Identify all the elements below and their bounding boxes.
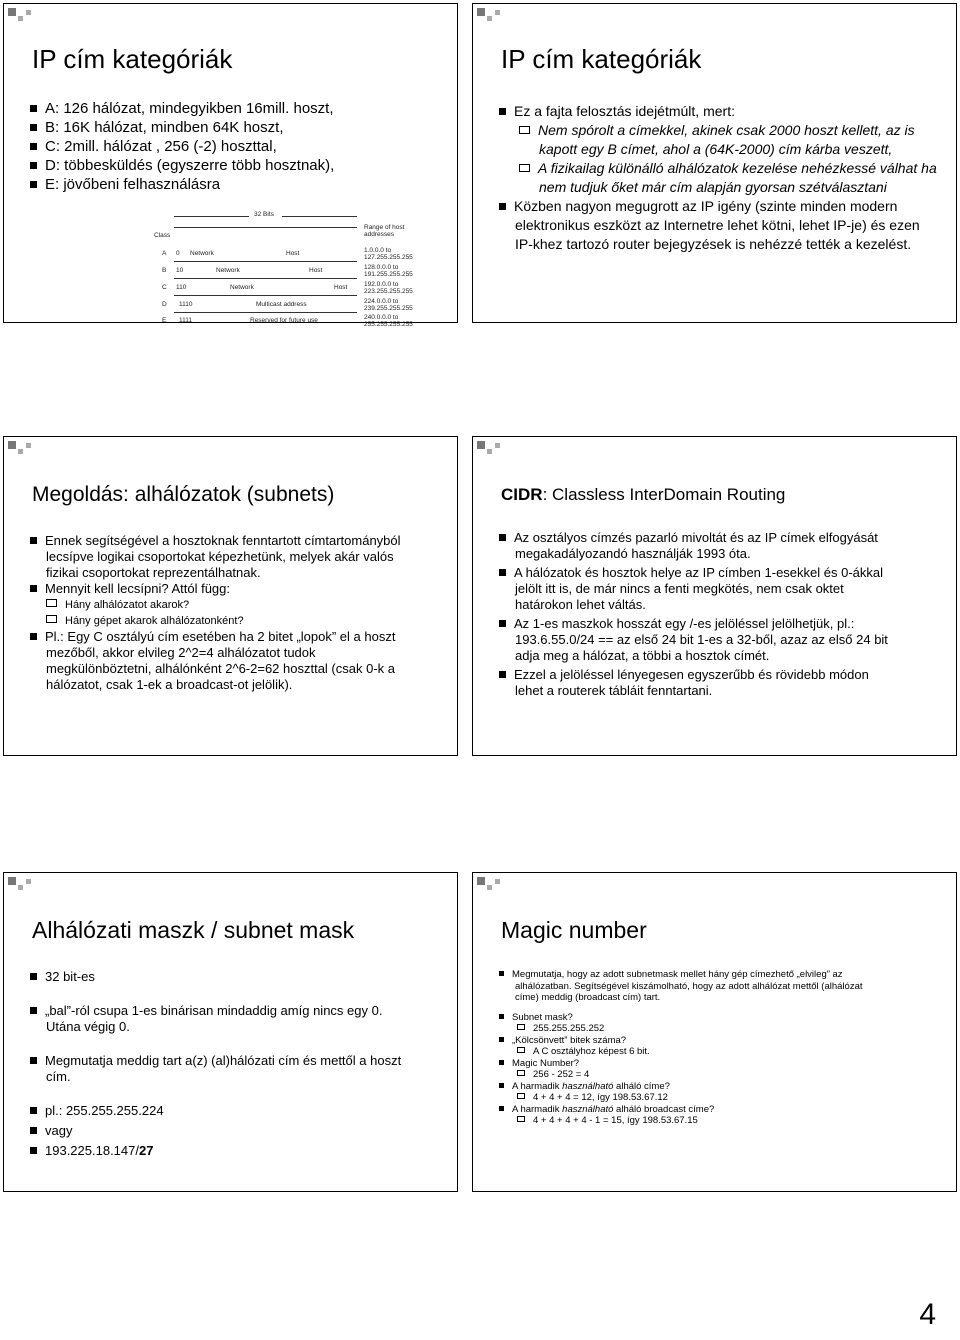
corner-decoration bbox=[4, 873, 42, 901]
sub-bullet-item: Hány alhálózatot akarok? bbox=[30, 597, 410, 613]
sub-bullet-item: Nem spórolt a címekkel, akinek csak 2000 hoszt kellett, az is kapott egy B címet, ahol a (64K-2000) cím kárba veszett, bbox=[499, 121, 939, 159]
bullet-item: 193.225.18.147/27 bbox=[30, 1143, 410, 1159]
bullet-item: A hálózatok és hosztok helye az IP címben 1-esekkel és 0-ákkal jelölt itt is, de már nincs a fenti megkötés, nem csak oktet határokon lehet váltás. bbox=[499, 565, 889, 613]
page-number: 4 bbox=[919, 1298, 936, 1331]
bullet-list bbox=[499, 530, 889, 699]
bullet-item: 32 bit-es bbox=[30, 969, 410, 985]
slide-title: Alhálózati maszk / subnet mask bbox=[32, 917, 355, 943]
corner-decoration bbox=[4, 4, 42, 32]
slide-subnets bbox=[3, 436, 458, 756]
slide-title: CIDR: Classless InterDomain Routing bbox=[501, 485, 786, 504]
sub-bullet-item: 255.255.255.252 bbox=[499, 1023, 879, 1035]
bullet-item: Ezzel a jelöléssel lényegesen egyszerűbb és rövidebb módon lehet a routerek tábláit fenntartani. bbox=[499, 667, 889, 699]
bullet-item: „bal”-ról csupa 1-es binárisan mindaddig amíg nincs egy 0. Utána végig 0. bbox=[30, 1003, 410, 1035]
sub-bullet-item: 256 - 252 = 4 bbox=[499, 1069, 879, 1081]
bullet-item: Pl.: Egy C osztályú cím esetében ha 2 bitet „lopok” el a hoszt mezőből, akkor elvileg 2^2=4 alhálózatot tudok megkülönböztetni, alhálónként 2^6-2=62 hoszttal (csak 0-k a hálózatot, csak 1-ek a broadcast-ot jelölik). bbox=[30, 629, 410, 693]
bullet-item: E: jövőbeni felhasználásra bbox=[30, 175, 334, 194]
bullet-item: Ez a fajta felosztás idejétmúlt, mert: bbox=[499, 102, 939, 121]
slide-cidr bbox=[472, 436, 957, 756]
slide-magic-number bbox=[472, 872, 957, 1192]
slide-title: IP cím kategóriák bbox=[501, 44, 702, 74]
bullet-list bbox=[499, 102, 939, 254]
slide-ip-categories-2 bbox=[472, 3, 957, 323]
bullet-item: A: 126 hálózat, mindegyikben 16mill. hoszt, bbox=[30, 99, 334, 118]
sub-bullet-item: Hány gépet akarok alhálózatonként? bbox=[30, 613, 410, 629]
bullet-item: vagy bbox=[30, 1123, 410, 1139]
corner-decoration bbox=[473, 4, 511, 32]
bullet-item: Az 1-es maszkok hosszát egy /-es jelöléssel jelölhetjük, pl.: 193.6.55.0/24 == az első 24 bit 1-es a 32-ből, azaz az első 24 bit adja meg a hálózat, a többi a hosztok címét. bbox=[499, 616, 889, 664]
bullet-item: C: 2mill. hálózat , 256 (-2) hoszttal, bbox=[30, 137, 334, 156]
bullet-list bbox=[30, 99, 334, 194]
bullet-item: B: 16K hálózat, mindben 64K hoszt, bbox=[30, 118, 334, 137]
bullet-item: Az osztályos címzés pazarló mivoltát és az IP címek elfogyását megakadályozandó használják 1993 óta. bbox=[499, 530, 889, 562]
slide-ip-categories-1 bbox=[3, 3, 458, 328]
bullet-list bbox=[30, 969, 410, 1159]
bullet-item: „Kölcsönvett” bitek száma? bbox=[499, 1035, 879, 1047]
bits-label: 32 Bits bbox=[254, 211, 274, 218]
corner-decoration bbox=[4, 437, 42, 465]
bullet-item: Subnet mask? bbox=[499, 1012, 879, 1024]
class-header: Class bbox=[154, 232, 171, 239]
sub-bullet-item: A fizikailag különálló alhálózatok kezelése nehézkessé válhat ha nem tudjuk őket már cím alapján gyorsan szétválasztani bbox=[499, 159, 939, 197]
corner-decoration bbox=[473, 437, 511, 465]
sub-bullet-item: 4 + 4 + 4 = 12, így 198.53.67.12 bbox=[499, 1092, 879, 1104]
slide-title: IP cím kategóriák bbox=[32, 44, 233, 74]
sub-bullet-item: A C osztályhoz képest 6 bit. bbox=[499, 1046, 879, 1058]
bullet-item: pl.: 255.255.255.224 bbox=[30, 1103, 410, 1119]
bullet-item: Megmutatja meddig tart a(z) (al)hálózati cím és mettől a hoszt cím. bbox=[30, 1053, 410, 1085]
bullet-list bbox=[30, 533, 410, 693]
slide-subnet-mask bbox=[3, 872, 458, 1192]
slide-title: Megoldás: alhálózatok (subnets) bbox=[32, 483, 335, 506]
ip-class-diagram: 32 Bits Class Range of host addresses A 0 Network Host 1.0.0.0 to 127.255.255.255 B 10 Network Host 128.0.0.0 to 191.255.255.255 C 110 Network Host 192.0.0.0 to 223.255.255.255 D 1110 Multicast address 224.0.0.0 to 239.255.255.255 E 1111 Reserved for future use 240.0.0.0 to 255.255.255.255 bbox=[154, 211, 413, 328]
sub-bullet-item: 4 + 4 + 4 + 4 - 1 = 15, így 198.53.67.15 bbox=[499, 1115, 879, 1127]
bullet-item: Ennek segítségével a hosztoknak fenntartott címtartományból lecsípve logikai csoportokat képezhetünk, melyek akár valós fizikai csoportokat reprezentálhatnak. bbox=[30, 533, 410, 581]
bullet-item: Magic Number? bbox=[499, 1058, 879, 1070]
bullet-list bbox=[499, 969, 879, 1127]
slide-title: Magic number bbox=[501, 917, 647, 943]
bullet-item: Mennyit kell lecsípni? Attól függ: bbox=[30, 581, 410, 597]
range-header: Range of host addresses bbox=[364, 224, 405, 238]
bullet-item: A harmadik használható alháló broadcast címe? bbox=[499, 1104, 879, 1116]
bullet-item: D: többesküldés (egyszerre több hosztnak), bbox=[30, 156, 334, 175]
corner-decoration bbox=[473, 873, 511, 901]
bullet-item: A harmadik használható alháló címe? bbox=[499, 1081, 879, 1093]
bullet-item: Megmutatja, hogy az adott subnetmask mellet hány gép címezhető „elvileg” az alhálózatban. Segítségével kiszámolható, hogy az adott alhálózat mettől (alhálózat címe) meddig (broadcast cím) tart. bbox=[499, 969, 879, 1004]
bullet-item: Közben nagyon megugrott az IP igény (szinte minden modern elektronikus eszközt az Internetre lehet kötni, lehet IP-je) és ezen IP-khez tartozó router bejegyzések is nehézzé tették a kezelést. bbox=[499, 197, 939, 254]
